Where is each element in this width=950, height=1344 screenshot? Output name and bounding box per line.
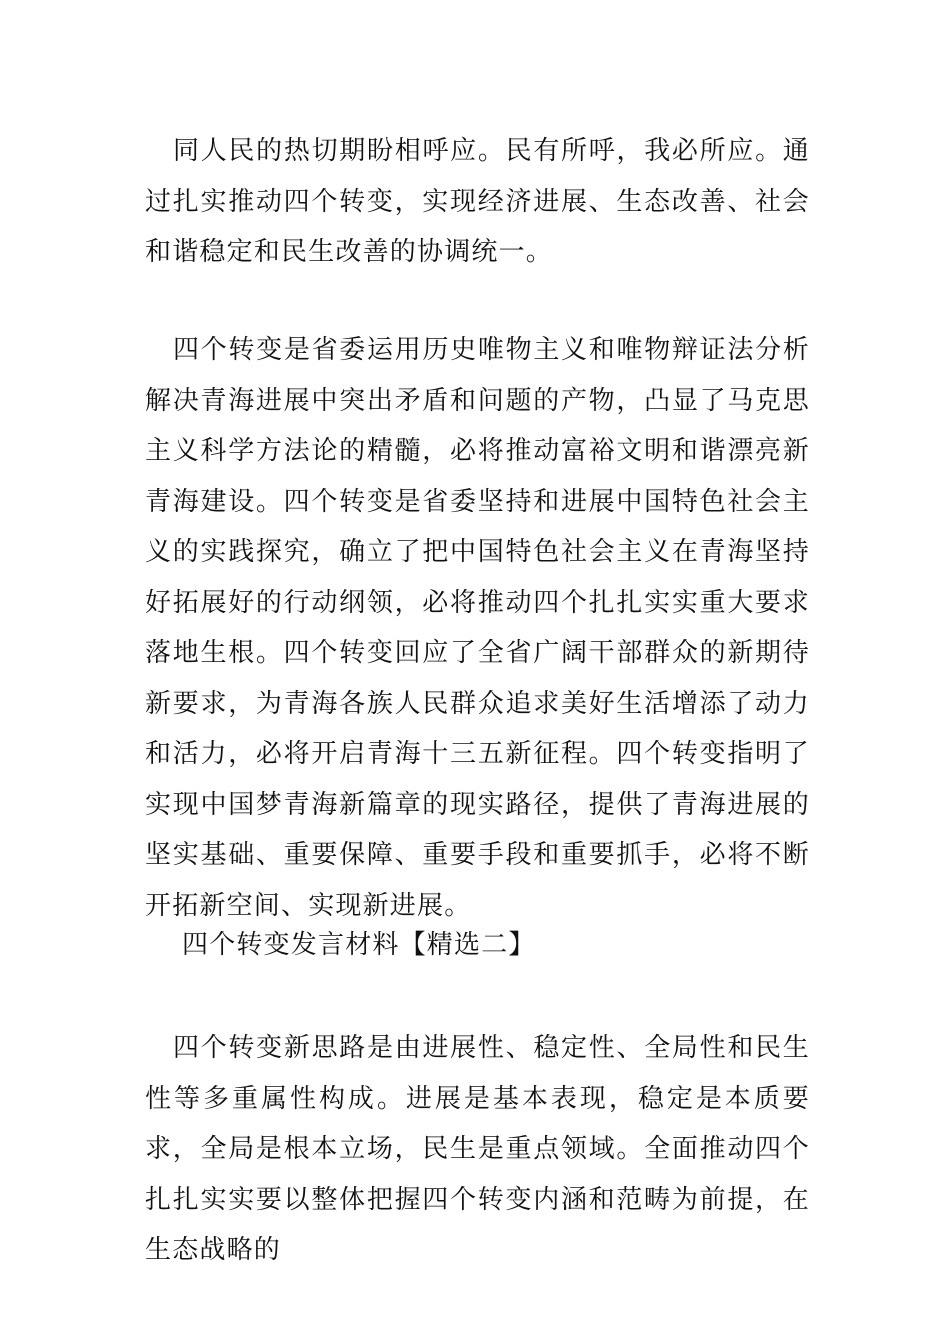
body-paragraph: 同人民的热切期盼相呼应。民有所呼，我必所应。通过扎实推动四个转变，实现经济进展、生态改善、社会和谐稳定和民生改善的协调统一。 — [145, 136, 810, 267]
section-heading: 四个转变发言材料【精选二】 — [182, 930, 536, 960]
body-paragraph: 四个转变是省委运用历史唯物主义和唯物辩证法分析解决青海进展中突出矛盾和问题的产物，凸显了马克思主义科学方法论的精髓，必将推动富裕文明和谐漂亮新青海建设。四个转变是省委坚持和进展中国特色社会主义的实践探究，确立了把中国特色社会主义在青海坚持好拓展好的行动纲领，必将推动四个扎扎实实重大要求落地生根。四个转变回应了全省广阔干部群众的新期待新要求，为青海各族人民群众追求美好生活增添了动力和活力，必将开启青海十三五新征程。四个转变指明了实现中国梦青海新篇章的现实路径，提供了青海进展的坚实基础、重要保障、重要手段和重要抓手，必将不断开拓新空间、实现新进展。 — [145, 335, 810, 921]
body-paragraph: 四个转变新思路是由进展性、稳定性、全局性和民生性等多重属性构成。进展是基本表现，稳定是本质要求，全局是根本立场，民生是重点领域。全面推动四个扎扎实实要以整体把握四个转变内涵和范畴为前提，在生态战略的 — [145, 1033, 810, 1265]
